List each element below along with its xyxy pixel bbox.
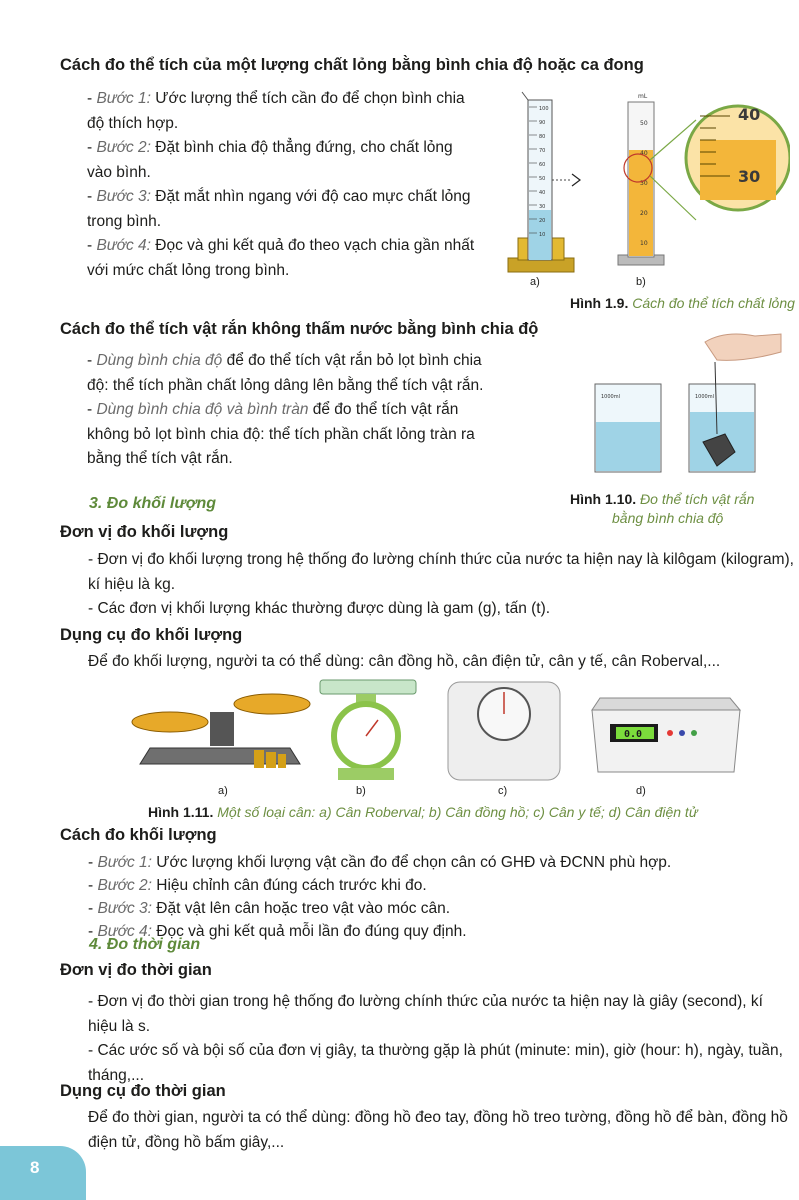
page-number: 8 [30, 1158, 40, 1177]
heading-mass-how: Cách đo khối lượng [60, 826, 217, 844]
mass-step-4: - Bước 4: Đọc và ghi kết quả mỗi lần đo đúng quy định. [88, 923, 467, 940]
heading-mass-tools: Dụng cụ đo khối lượng [60, 626, 243, 644]
svg-text:60: 60 [539, 162, 546, 168]
roberval-scale [132, 694, 310, 768]
section-3-title: 3. Đo khối lượng [89, 495, 217, 512]
electronic-scale [592, 698, 740, 772]
solid-item-1: - Dùng bình chia độ để đo thể tích vật rắn bỏ lọt bình chia độ: thể tích phần chất lỏng dâng lên bằng thể tích vật rắn. [87, 352, 484, 394]
svg-text:50: 50 [640, 120, 648, 127]
zoom-detail [686, 105, 790, 210]
svg-text:40: 40 [539, 190, 546, 196]
svg-text:10: 10 [640, 240, 648, 247]
fig-1-11-label-c: c) [498, 785, 508, 797]
heading-volume-liquid: Cách đo thể tích của một lượng chất lỏng bằng bình chia độ hoặc ca đong [60, 56, 644, 74]
items-volume-solid [87, 349, 487, 472]
mass-unit-text: - Đơn vị đo khối lượng trong hệ thống đo lường chính thức của nước ta hiện nay là kilôgam (kilogram), kí hiệu là kg. - Các đơn vị khối lượng khác thường được dùng là gam (g), tấn (t). [88, 551, 794, 617]
svg-text:20: 20 [539, 218, 546, 224]
page-number-tab [0, 1146, 86, 1200]
fig-1-9-label-b: b) [636, 276, 646, 288]
fig-1-11-caption: Hình 1.11. Một số loại cân: a) Cân Roberval; b) Cân đồng hồ; c) Cân y tế; d) Cân điện tử [148, 804, 698, 820]
figure-1-11-scales [130, 678, 750, 782]
figure-1-10-beakers [585, 322, 785, 482]
svg-text:40: 40 [738, 105, 761, 124]
beaker-2 [689, 362, 755, 472]
svg-text:90: 90 [539, 120, 546, 126]
steps-volume-liquid [87, 87, 477, 283]
svg-text:30: 30 [640, 180, 648, 187]
beaker-1 [595, 384, 661, 472]
mass-step-2: - Bước 2: Hiệu chỉnh cân đúng cách trước khi đo. [88, 877, 427, 894]
svg-text:20: 20 [640, 210, 648, 217]
time-tools-text: Để đo thời gian, người ta có thể dùng: đồng hồ đeo tay, đồng hồ treo tường, đồng hồ để bàn, đồng hồ điện tử, đồng hồ bấm giây,... [88, 1109, 788, 1151]
svg-text:0.0: 0.0 [624, 729, 643, 740]
svg-text:100: 100 [539, 106, 549, 112]
dial-scale [320, 680, 416, 780]
fig-1-10-caption-line1: Hình 1.10. Đo thể tích vật rắn [570, 491, 755, 507]
fig-1-11-label-a: a) [218, 785, 228, 797]
mass-tools-text: Để đo khối lượng, người ta có thể dùng: cân đồng hồ, cân điện tử, cân y tế, cân Roberval,... [88, 653, 721, 670]
svg-text:40: 40 [640, 150, 648, 157]
step-4: - Bước 4: Đọc và ghi kết quả đo theo vạch chia gần nhất với mức chất lỏng trong bình. [87, 237, 475, 279]
step-1: - Bước 1: Ước lượng thể tích cần đo để chọn bình chia độ thích hợp. [87, 90, 465, 132]
svg-text:30: 30 [738, 167, 761, 186]
svg-text:1000ml: 1000ml [695, 394, 714, 400]
step-2: - Bước 2: Đặt bình chia độ thẳng đứng, cho chất lỏng vào bình. [87, 139, 453, 181]
hand-icon [705, 334, 781, 360]
svg-text:10: 10 [539, 232, 546, 238]
fig-1-10-caption-line2: bằng bình chia độ [612, 510, 724, 526]
steps-mass-how [88, 851, 788, 943]
time-unit-text: - Đơn vị đo thời gian trong hệ thống đo lường chính thức của nước ta hiện nay là giây (second), kí hiệu là s. - Các ước số và bội số của đơn vị giây, ta thường gặp là phút (minute: min), giờ (hour: h), ngày, tuần, tháng,... [88, 993, 783, 1084]
step-3: - Bước 3: Đặt mắt nhìn ngang với độ cao mực chất lỏng trong bình. [87, 188, 471, 230]
solid-item-2: - Dùng bình chia độ và bình tràn để đo thể tích vật rắn không bỏ lọt bình chia độ: thể tích phần chất lỏng tràn ra bằng thể tích vật rắn. [87, 401, 475, 467]
svg-text:80: 80 [539, 134, 546, 140]
fig-1-11-label-b: b) [356, 785, 366, 797]
fig-1-9-caption: Hình 1.9. Cách đo thể tích chất lỏng [570, 295, 795, 311]
svg-text:1000ml: 1000ml [601, 394, 620, 400]
mass-step-3: - Bước 3: Đặt vật lên cân hoặc treo vật vào móc cân. [88, 900, 451, 917]
heading-time-tools: Dụng cụ đo thời gian [60, 1082, 226, 1100]
svg-text:mL: mL [638, 93, 648, 100]
figure-1-9-cylinders [500, 80, 790, 290]
mass-step-1: - Bước 1: Ước lượng khối lượng vật cần đo để chọn cân có GHĐ và ĐCNN phù hợp. [88, 854, 672, 871]
svg-text:70: 70 [539, 148, 546, 154]
svg-text:30: 30 [539, 204, 546, 210]
svg-text:50: 50 [539, 176, 546, 182]
heading-time-unit: Đơn vị đo thời gian [60, 961, 212, 979]
graduated-cylinder-a [508, 92, 580, 272]
heading-volume-solid: Cách đo thể tích vật rắn không thấm nước bằng bình chia độ [60, 320, 539, 338]
eye-icon [572, 174, 580, 186]
bathroom-scale [448, 682, 560, 780]
heading-mass-unit: Đơn vị đo khối lượng [60, 523, 229, 541]
fig-1-9-label-a: a) [530, 276, 540, 288]
fig-1-11-label-d: d) [636, 785, 646, 797]
graduated-cylinder-b [618, 93, 696, 265]
section-4-title: 4. Đo thời gian [89, 936, 201, 953]
